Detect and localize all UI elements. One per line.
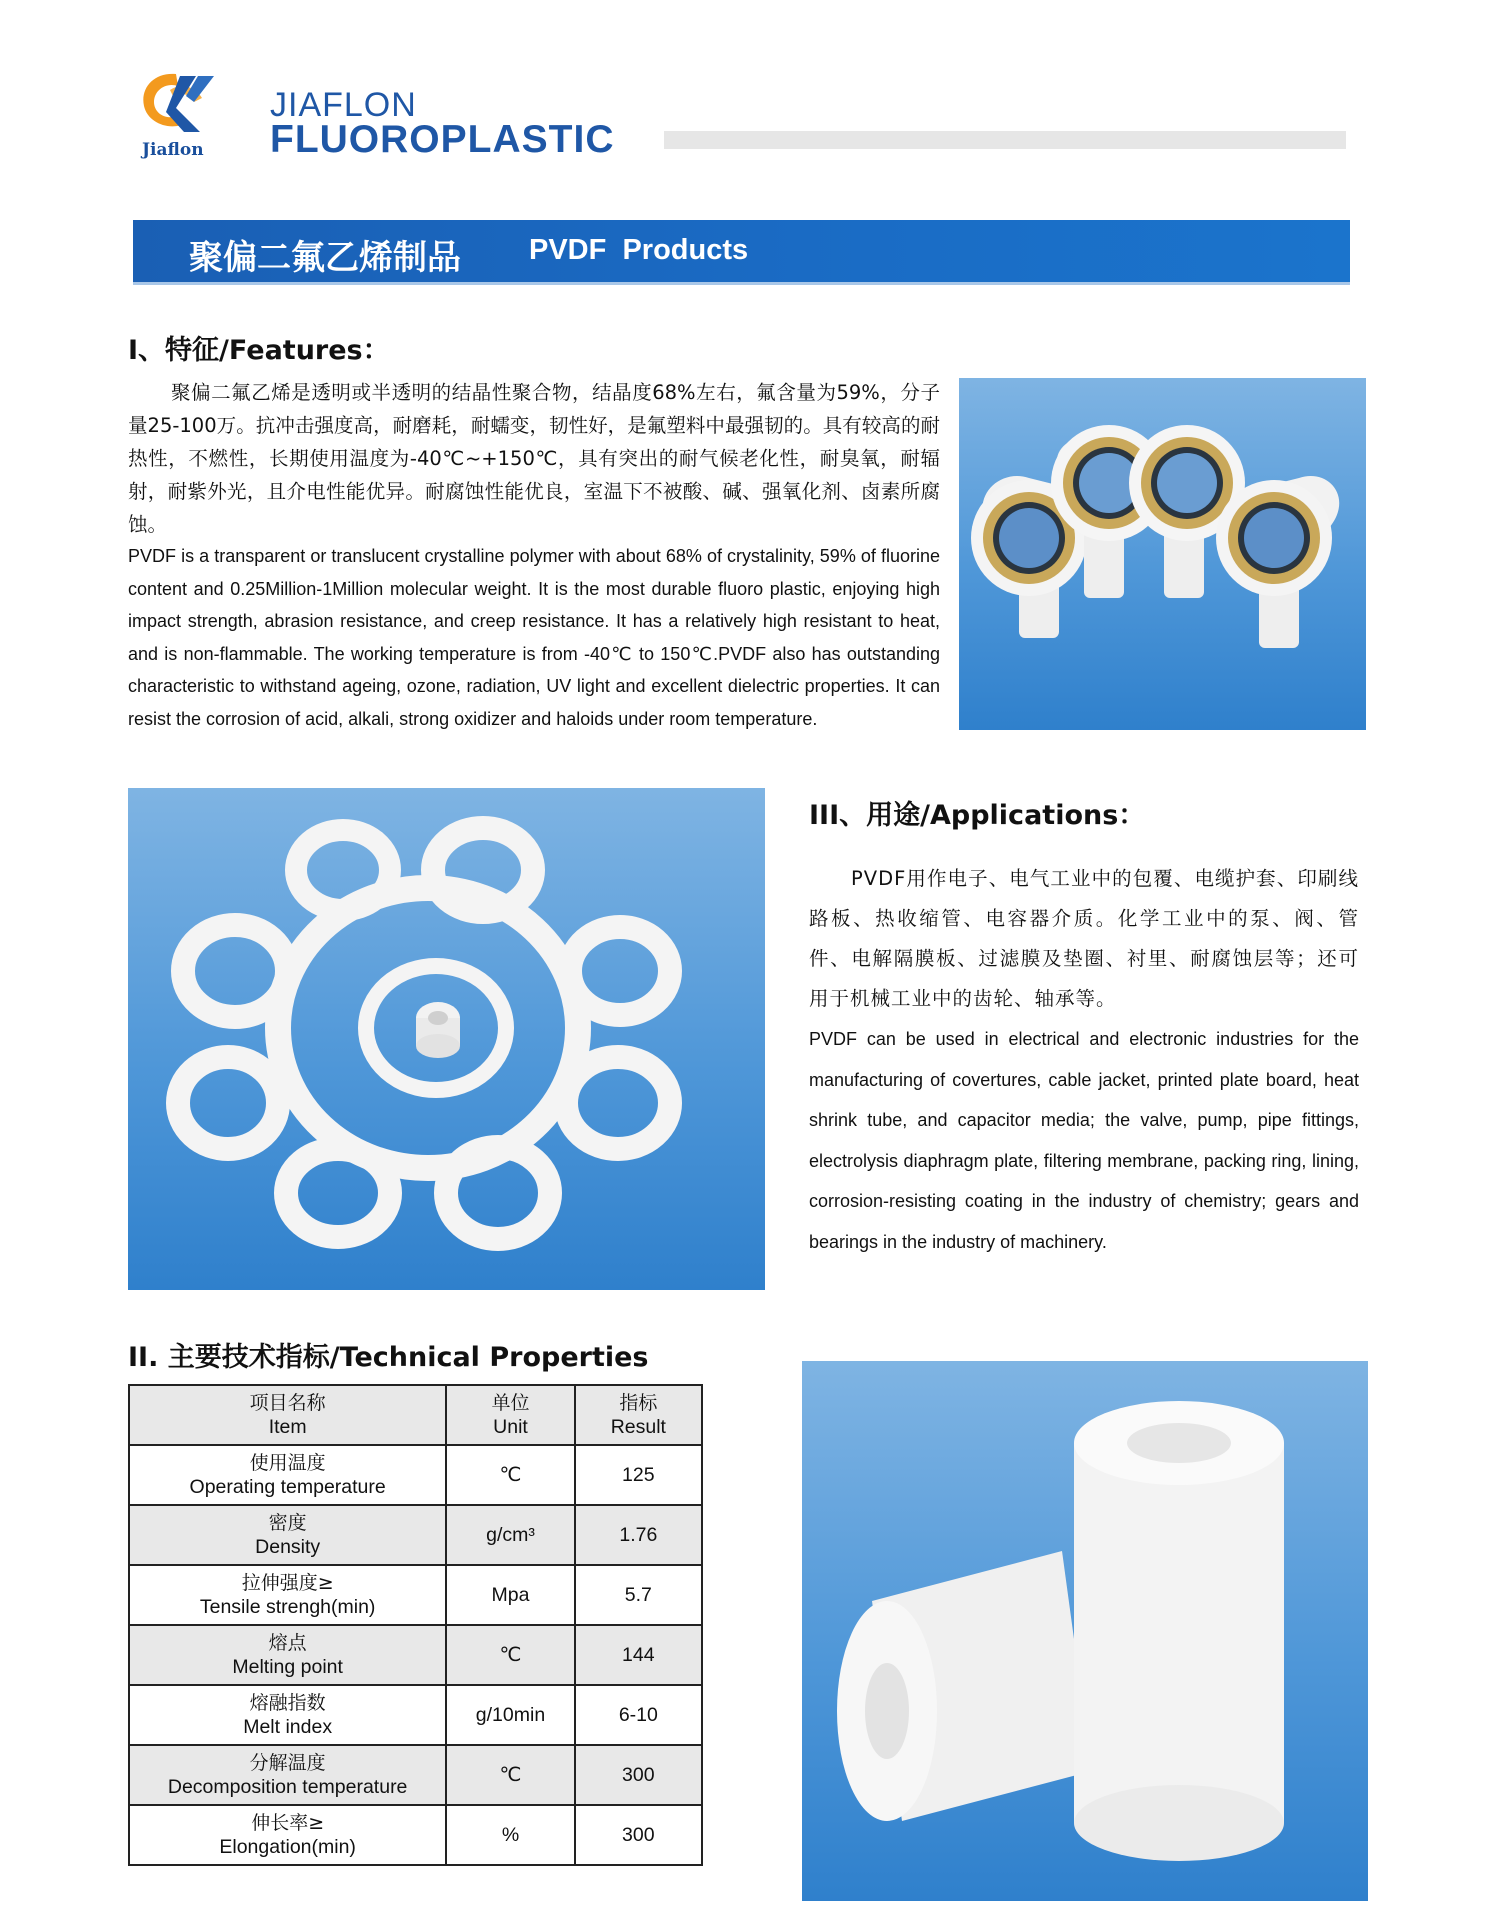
property-name-cn: 伸长率≥ bbox=[251, 1812, 325, 1834]
features-heading: I、特征/Features： bbox=[128, 335, 390, 366]
property-result: 6-10 bbox=[575, 1685, 702, 1745]
property-name bbox=[129, 1445, 446, 1505]
property-result: 125 bbox=[575, 1445, 702, 1505]
header-result bbox=[575, 1385, 702, 1445]
bearing-housing-photo bbox=[959, 378, 1366, 730]
header-item-cn: 项目名称 bbox=[249, 1392, 326, 1414]
table-row bbox=[129, 1625, 702, 1685]
applications-text-en: PVDF can be used in electrical and electronic industries for the manufacturing of covertures, cable jacket, printed plate board, heat shrink tube, and capacitor media; the valve, pump, pipe fittings, electrolysis diaphragm plate, filtering membrane, packing ring, lining, corrosion-resisting coating in the industry of chemistry; gears and bearings in the industry of machinery. bbox=[809, 1029, 1359, 1252]
table-row bbox=[129, 1505, 702, 1565]
property-unit: g/10min bbox=[446, 1685, 574, 1745]
features-text-en: PVDF is a transparent or translucent crystalline polymer with about 68% of crystalinity, 59% of fluorine content and 0.25Million-1Million molecular weight. It is the most durable fluoro plastic, enjoying high impact strength, abrasion resistance, and creep resistance. It has a relatively high resistant to heat, and is non-flammable. The working temperature is from -40℃ to 150℃.PVDF also has outstanding characteristic to withstand ageing, ozone, radiation, UV light and excellent dielectric properties. It can resist the corrosion of acid, alkali, strong oxidizer and haloids under room temperature. bbox=[128, 546, 940, 729]
property-name-cn: 熔点 bbox=[268, 1632, 307, 1654]
pvdf-tubes-illustration bbox=[802, 1361, 1368, 1901]
property-unit: Mpa bbox=[446, 1565, 574, 1625]
property-name-en: Density bbox=[255, 1536, 321, 1558]
header-unit bbox=[446, 1385, 574, 1445]
header-item bbox=[129, 1385, 446, 1445]
property-name-cn: 分解温度 bbox=[249, 1752, 326, 1774]
brand-name: JIAFLON bbox=[270, 86, 417, 124]
property-name-en: Operating temperature bbox=[189, 1476, 386, 1498]
property-unit: ℃ bbox=[446, 1625, 574, 1685]
property-name bbox=[129, 1565, 446, 1625]
table-row bbox=[129, 1565, 702, 1625]
table-row bbox=[129, 1445, 702, 1505]
table-header-row bbox=[129, 1385, 702, 1445]
header-result-cn: 指标 bbox=[619, 1392, 658, 1414]
brand-subtitle: FLUOROPLASTIC bbox=[270, 118, 615, 161]
property-unit: g/cm³ bbox=[446, 1505, 574, 1565]
property-unit: % bbox=[446, 1805, 574, 1865]
banner-title-cn: 聚偏二氟乙烯制品 bbox=[189, 238, 461, 278]
property-name-en: Tensile strengh(min) bbox=[199, 1596, 376, 1618]
property-name bbox=[129, 1505, 446, 1565]
property-name bbox=[129, 1625, 446, 1685]
property-name-en: Melting point bbox=[232, 1656, 343, 1678]
property-name-cn: 使用温度 bbox=[249, 1452, 326, 1474]
bearing-housing-illustration bbox=[959, 378, 1366, 730]
header-item-en: Item bbox=[268, 1416, 307, 1438]
property-unit: ℃ bbox=[446, 1745, 574, 1805]
property-name-en: Melt index bbox=[243, 1716, 333, 1738]
property-name-en: Decomposition temperature bbox=[167, 1776, 408, 1798]
property-name-cn: 拉伸强度≥ bbox=[241, 1572, 334, 1594]
applications-text-cn: PVDF用作电子、电气工业中的包覆、电缆护套、印刷线路板、热收缩管、电容器介质。化学工业中的泵、阀、管件、电解隔膜板、过滤膜及垫圈、衬里、耐腐蚀层等；还可用于机械工业中的齿轮、轴承等。 bbox=[809, 867, 1359, 1010]
property-result: 300 bbox=[575, 1805, 702, 1865]
header-unit-en: Unit bbox=[493, 1416, 528, 1438]
title-banner bbox=[133, 220, 1350, 285]
property-name-cn: 熔融指数 bbox=[249, 1692, 326, 1714]
pvdf-tubes-photo bbox=[802, 1361, 1368, 1901]
property-result: 5.7 bbox=[575, 1565, 702, 1625]
property-name bbox=[129, 1805, 446, 1865]
property-name bbox=[129, 1745, 446, 1805]
property-unit: ℃ bbox=[446, 1445, 574, 1505]
header-result-en: Result bbox=[610, 1416, 666, 1438]
table-row bbox=[129, 1745, 702, 1805]
table-row bbox=[129, 1805, 702, 1865]
header-divider-bar bbox=[664, 131, 1346, 149]
property-name-en: Elongation(min) bbox=[219, 1836, 356, 1858]
table-row bbox=[129, 1685, 702, 1745]
jiaflon-logo-icon bbox=[136, 68, 218, 136]
features-text-cn: 聚偏二氟乙烯是透明或半透明的结晶性聚合物，结晶度68%左右，氟含量为59%，分子量25-100万。抗冲击强度高，耐磨耗，耐蠕变，韧性好，是氟塑料中最强韧的。具有较高的耐热性，不燃性，长期使用温度为-40℃~+150℃，具有突出的耐气候老化性，耐臭氧，耐辐射，耐紫外光，且介电性能优异。耐腐蚀性能优良，室温下不被酸、碱、强氧化剂、卤素所腐蚀。 bbox=[128, 381, 940, 536]
technical-heading: II. 主要技术指标/Technical Properties bbox=[128, 1342, 649, 1373]
gasket-rings-illustration bbox=[128, 788, 765, 1290]
property-result: 300 bbox=[575, 1745, 702, 1805]
header-unit-cn: 单位 bbox=[491, 1392, 530, 1414]
gasket-rings-photo bbox=[128, 788, 765, 1290]
property-name bbox=[129, 1685, 446, 1745]
banner-title-en: PVDF Products bbox=[529, 234, 749, 266]
applications-heading: III、用途/Applications： bbox=[809, 800, 1146, 831]
property-result: 1.76 bbox=[575, 1505, 702, 1565]
technical-properties-table bbox=[128, 1384, 703, 1866]
logo-wordmark: Jiaflon bbox=[142, 140, 204, 160]
property-name-cn: 密度 bbox=[268, 1512, 307, 1534]
property-result: 144 bbox=[575, 1625, 702, 1685]
